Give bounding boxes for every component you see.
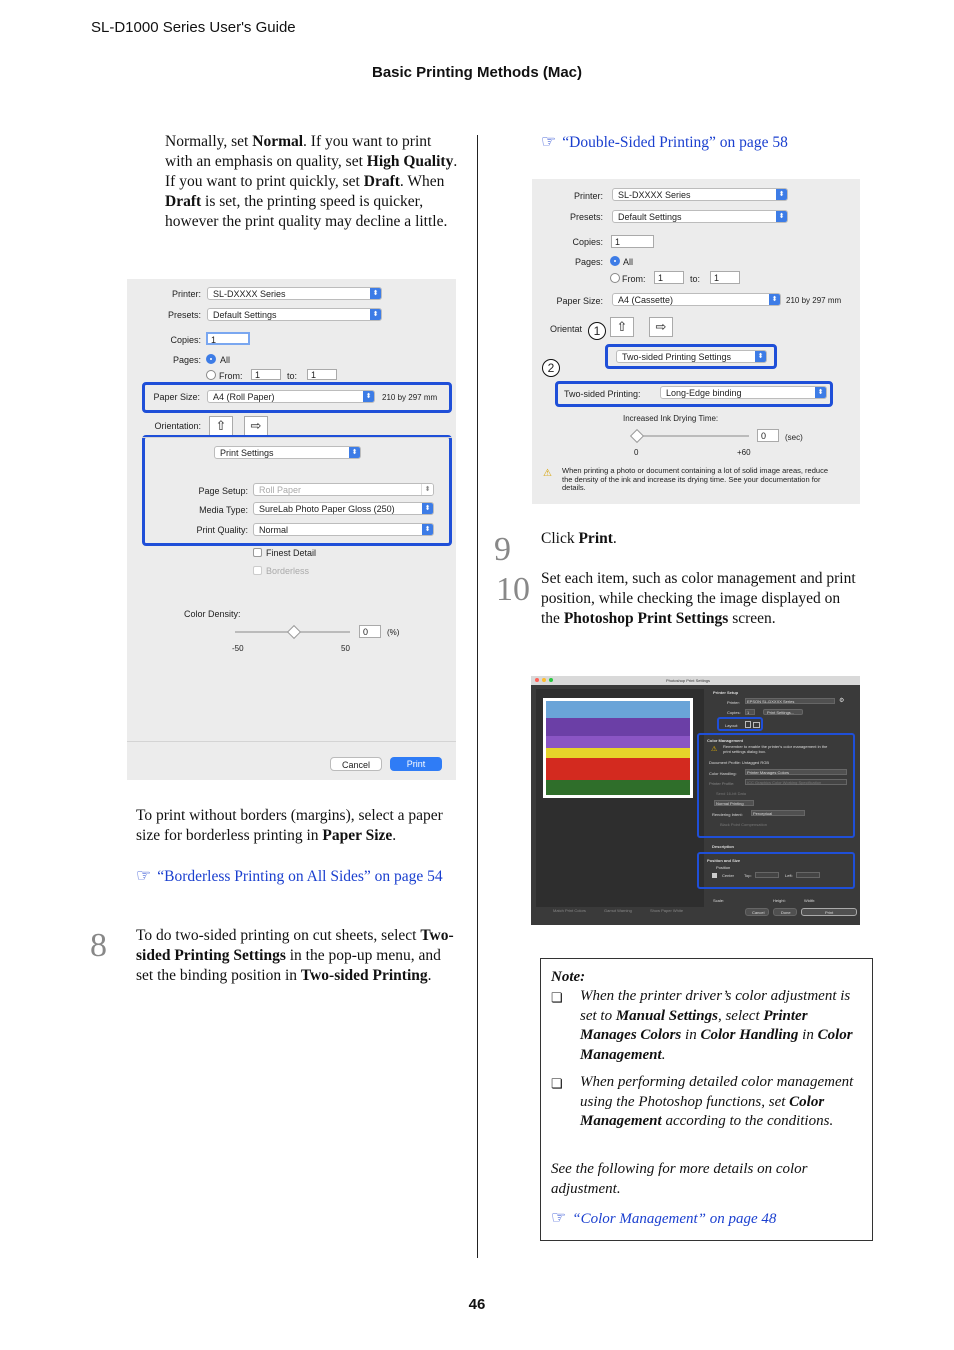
- separator: [142, 437, 452, 438]
- page-setup-label: Page Setup:: [198, 486, 248, 496]
- step-10-number: 10: [496, 571, 530, 608]
- hand-pointer-icon: ☞: [541, 132, 557, 151]
- two-sided-select[interactable]: Long-Edge binding ⬍: [660, 386, 827, 399]
- center-checkbox[interactable]: [712, 873, 717, 878]
- ps-copies-label: Copies:: [727, 710, 741, 715]
- left-label: Left:: [785, 873, 793, 878]
- dialog-title: Photoshop Print Settings: [666, 678, 711, 683]
- printer-options-icon[interactable]: ⚙: [839, 698, 845, 704]
- color-handling-select[interactable]: Printer Manages Colors: [745, 769, 847, 775]
- drying-warning-text: When printing a photo or document containing a lot of solid image areas, reduce the density of the ink and increase its drying time. See your documentation for details.: [562, 466, 828, 492]
- callout-marker-2: 2: [542, 359, 560, 377]
- to-label: to:: [690, 274, 701, 284]
- height-label: Height:: [773, 898, 786, 903]
- drying-input[interactable]: 0: [757, 429, 779, 442]
- ps-printer-label: Printer:: [727, 700, 740, 705]
- drying-unit: (sec): [785, 433, 803, 442]
- printer-select[interactable]: SL-DXXXX Series ⬍: [207, 287, 382, 300]
- section-title: Basic Printing Methods (Mac): [371, 64, 583, 81]
- pages-from-radio[interactable]: [610, 273, 620, 283]
- zoom-window-button[interactable]: [549, 678, 553, 682]
- normal-printing-select[interactable]: Normal Printing: [714, 800, 754, 806]
- step-8-text: To do two-sided printing on cut sheets, select Two-sided Printing Settings in the pop-up menu, and set the binding position in Two-sided Printing.: [136, 927, 454, 984]
- borderless-paragraph: To print without borders (margins), select a paper size for borderless printing in Paper Size.: [136, 807, 443, 844]
- media-type-select[interactable]: SureLab Photo Paper Gloss (250) ⬍: [253, 502, 434, 515]
- note-box: [540, 958, 873, 1241]
- show-paper-white-checkbox[interactable]: Show Paper White: [650, 908, 684, 913]
- pages-label: Pages:: [574, 257, 603, 267]
- paper-size-label: Paper Size:: [153, 392, 200, 402]
- from-label: From:: [219, 371, 243, 381]
- to-input[interactable]: 1: [710, 271, 740, 284]
- top-label: Top:: [744, 873, 752, 878]
- paper-size-select[interactable]: A4 (Cassette) ⬍: [612, 293, 781, 306]
- match-print-colors-checkbox[interactable]: Match Print Colors: [553, 908, 586, 913]
- step-9-number: 9: [494, 531, 511, 568]
- borderless-link[interactable]: ☞ “Borderless Printing on All Sides” on page 54: [136, 866, 443, 885]
- pages-all-radio[interactable]: [206, 354, 216, 364]
- send-16bit-checkbox[interactable]: Send 16-bit Data: [716, 791, 747, 796]
- portrait-layout-icon[interactable]: [745, 721, 751, 728]
- footer-separator: [127, 741, 456, 742]
- note-follow-text: See the following for more details on color adjustment.: [551, 1161, 808, 1197]
- media-type-label: Media Type:: [199, 505, 248, 515]
- paper-size-select[interactable]: A4 (Roll Paper) ⬍: [207, 390, 375, 403]
- finest-detail-label: Finest Detail: [266, 548, 317, 558]
- note-title: Note:: [551, 969, 586, 985]
- step-10-text: Set each item, such as color management and print position, while checking the image displayed on the Photoshop Print Settings screen.: [541, 570, 856, 627]
- density-input[interactable]: 0: [359, 625, 381, 638]
- from-input[interactable]: 1: [251, 369, 281, 380]
- minimize-window-button[interactable]: [542, 678, 546, 682]
- landscape-layout-icon[interactable]: [753, 722, 760, 728]
- page-number: 46: [468, 1296, 486, 1313]
- print-button[interactable]: Print: [390, 757, 442, 771]
- paper-dimension: 210 by 297 mm: [382, 393, 438, 402]
- from-input[interactable]: 1: [654, 271, 684, 284]
- copies-label: Copies:: [572, 237, 603, 247]
- quality-paragraph: Normally, set Normal. If you want to print with an emphasis on quality, set High Quality. If you want to print quickly, set Draft. When Draft is set, the printing speed is quicker, however the print quality may decline a little.: [165, 133, 458, 230]
- note-bullet-icon: ❏: [551, 1076, 563, 1091]
- width-label: Width:: [804, 898, 816, 903]
- pages-from-radio[interactable]: [206, 370, 216, 380]
- center-label: Center: [722, 873, 735, 878]
- ps-remember-text: Remember to enable the printer's color management in the print settings dialog box.: [723, 744, 828, 754]
- position-label: Position: [716, 865, 731, 870]
- print-dialog-print-settings: [127, 279, 456, 780]
- printer-profile-select[interactable]: ICC Graphics Color Working Specification: [745, 779, 847, 785]
- presets-label: Presets:: [569, 212, 603, 222]
- panel-select[interactable]: Print Settings ⬍: [214, 446, 361, 459]
- drying-time-label: Increased Ink Drying Time:: [623, 414, 719, 423]
- density-min: -50: [232, 644, 244, 653]
- ps-copies-input[interactable]: 1: [745, 709, 755, 715]
- printer-label: Printer:: [573, 191, 603, 201]
- orientation-label: Orientat: [550, 324, 583, 334]
- landscape-orientation-button[interactable]: [244, 416, 268, 436]
- two-sided-label: Two-sided Printing:: [564, 389, 641, 399]
- density-slider-knob[interactable]: [287, 625, 301, 639]
- print-dialog-two-sided: [532, 179, 860, 504]
- photo-preview: [543, 698, 693, 798]
- left-input[interactable]: [796, 872, 820, 878]
- guide-title: SL-D1000 Series User's Guide: [91, 19, 296, 36]
- ps-cancel-button[interactable]: Cancel: [745, 908, 769, 916]
- column-divider: [477, 135, 478, 1258]
- pages-label: Pages:: [172, 355, 201, 365]
- ps-layout-label: Layout:: [725, 723, 739, 728]
- portrait-icon: ⇧: [215, 418, 227, 433]
- print-quality-label: Print Quality:: [196, 525, 248, 535]
- copies-input[interactable]: 1: [206, 332, 250, 345]
- note-bullet-icon: ❏: [551, 990, 563, 1005]
- color-handling-label: Color Handling:: [709, 771, 737, 776]
- scale-label: Scale:: [713, 898, 725, 903]
- rendering-intent-select[interactable]: Perceptual: [751, 810, 805, 816]
- finest-detail-checkbox[interactable]: [253, 548, 262, 557]
- borderless-label: Borderless: [266, 566, 310, 576]
- paper-dimension: 210 by 297 mm: [786, 296, 842, 305]
- step-8-number: 8: [90, 927, 107, 964]
- color-management-link[interactable]: ☞ “Color Management” on page 48: [551, 1208, 777, 1227]
- copies-input[interactable]: 1: [611, 235, 654, 248]
- panel-select[interactable]: Two-sided Printing Settings ⬍: [616, 350, 767, 363]
- borderless-checkbox[interactable]: [253, 566, 262, 575]
- hand-pointer-icon: ☞: [551, 1208, 567, 1227]
- note-item-1: ❏ When the printer driver’s color adjustment is set to Manual Settings, select Printer Manages Colors in Color Handling in Color Management.: [551, 988, 853, 1063]
- presets-label: Presets:: [167, 310, 201, 320]
- printer-setup-heading: Printer Setup: [713, 690, 739, 695]
- black-point-compensation-checkbox[interactable]: Black Point Compensation: [720, 822, 767, 827]
- page-setup-select[interactable]: Roll Paper ⬍: [253, 483, 434, 496]
- presets-select[interactable]: Default Settings ⬍: [207, 308, 382, 321]
- portrait-icon: ⇧: [616, 319, 628, 334]
- to-input[interactable]: 1: [307, 369, 337, 380]
- landscape-orientation-button[interactable]: [649, 317, 673, 337]
- paper-size-label: Paper Size:: [556, 296, 603, 306]
- gamut-warning-checkbox[interactable]: Gamut Warning: [604, 908, 632, 913]
- ps-print-button[interactable]: Print: [801, 908, 857, 916]
- printer-label: Printer:: [171, 289, 201, 299]
- double-sided-link[interactable]: ☞ “Double-Sided Printing” on page 58: [541, 132, 788, 151]
- position-size-heading: Position and Size: [707, 858, 741, 863]
- step-9-text: Click Print.: [541, 530, 617, 547]
- printer-profile-label: Printer Profile:: [709, 781, 735, 786]
- presets-select[interactable]: Default Settings ⬍: [612, 210, 788, 223]
- drying-slider-knob[interactable]: [630, 429, 644, 443]
- ps-done-button[interactable]: Done: [773, 908, 797, 916]
- hand-pointer-icon: ☞: [136, 866, 152, 885]
- density-unit: (%): [387, 628, 400, 637]
- pages-all-label: All: [623, 257, 634, 267]
- color-management-heading: Color Management: [707, 738, 744, 743]
- ps-printer-select[interactable]: EPSON SL-DXXXX Series: [745, 698, 835, 704]
- print-quality-select[interactable]: Normal ⬍: [253, 523, 434, 536]
- landscape-icon: ⇨: [250, 418, 262, 433]
- density-max: 50: [341, 644, 350, 653]
- warning-icon: ⚠: [543, 468, 552, 479]
- rendering-intent-label: Rendering Intent:: [712, 812, 743, 817]
- callout-marker-1: 1: [588, 322, 606, 340]
- top-input[interactable]: [755, 872, 779, 878]
- drying-slider-track[interactable]: [633, 435, 749, 437]
- note-item-2: ❏ When performing detailed color management using the Photoshop functions, set Color Management according to the conditions.: [551, 1074, 854, 1129]
- copies-label: Copies:: [170, 335, 201, 345]
- photoshop-print-settings-dialog: [531, 676, 860, 925]
- printer-select[interactable]: SL-DXXXX Series ⬍: [612, 188, 788, 201]
- drying-min: 0: [634, 448, 639, 457]
- portrait-orientation-button[interactable]: [610, 317, 634, 337]
- drying-max: +60: [737, 448, 751, 457]
- from-label: From:: [622, 274, 646, 284]
- color-density-label: Color Density:: [184, 609, 241, 619]
- close-window-button[interactable]: [535, 678, 539, 682]
- orientation-label: Orientation:: [154, 421, 201, 431]
- portrait-orientation-button[interactable]: [209, 416, 233, 436]
- pages-all-label: All: [220, 355, 231, 365]
- ps-print-settings-button[interactable]: Print Settings...: [763, 709, 803, 715]
- document-profile: Document Profile: Untagged RGB: [709, 760, 770, 765]
- description-section[interactable]: Description: [712, 844, 735, 849]
- to-label: to:: [287, 371, 298, 381]
- warning-icon: ⚠: [711, 746, 718, 753]
- landscape-icon: ⇨: [655, 319, 667, 334]
- pages-all-radio[interactable]: [610, 256, 620, 266]
- cancel-button[interactable]: Cancel: [330, 757, 382, 771]
